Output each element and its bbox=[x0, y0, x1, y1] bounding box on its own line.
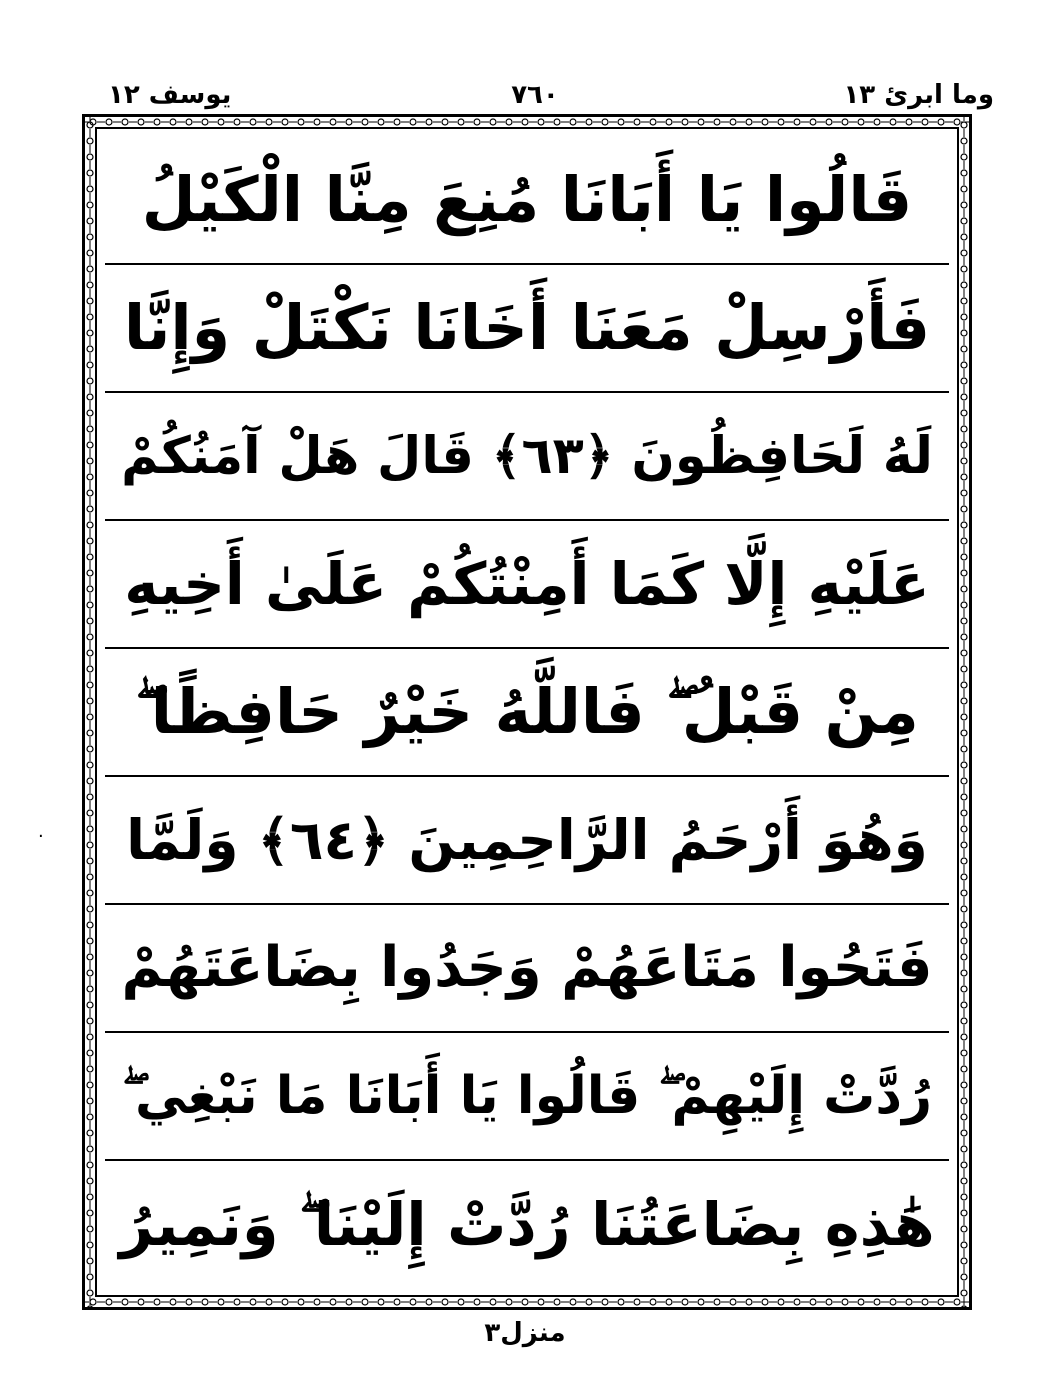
verse-line bbox=[105, 265, 949, 393]
verse-text: فَأَرْسِلْ مَعَنَا أَخَانَا نَكْتَلْ وَإِنَّا bbox=[123, 291, 931, 364]
verse-text: هَٰذِهِ بِضَاعَتُنَا رُدَّتْ إِلَيْنَا ۖ وَنَمِيرُ bbox=[119, 1189, 935, 1259]
border-ornament-top bbox=[85, 117, 969, 127]
verse-line bbox=[105, 1161, 949, 1287]
manzil-label: منزل٣ bbox=[484, 1318, 566, 1348]
verse-text: عَلَيْهِ إِلَّا كَمَا أَمِنْتُكُمْ عَلَىٰ أَخِيهِ bbox=[124, 550, 930, 618]
verse-text: لَهُ لَحَافِظُونَ ﴿٦٣﴾ قَالَ هَلْ آمَنُكُمْ bbox=[121, 426, 933, 486]
verse-line bbox=[105, 521, 949, 649]
verse-text: وَهُوَ أَرْحَمُ الرَّاحِمِينَ ﴿٦٤﴾ وَلَمَّا bbox=[126, 807, 928, 872]
juz-title: وما ابرئ ١٣ bbox=[843, 80, 994, 110]
surah-title: يوسف ١٢ bbox=[108, 80, 232, 110]
border-ornament-right bbox=[959, 117, 969, 1307]
verse-text: مِنْ قَبْلُ ۖ فَاللَّهُ خَيْرٌ حَافِظًا ۖ bbox=[135, 675, 919, 748]
border-ornament-bottom bbox=[85, 1297, 969, 1307]
verse-text: فَتَحُوا مَتَاعَهُمْ وَجَدُوا بِضَاعَتَهُمْ bbox=[121, 935, 933, 1000]
verse-text: رُدَّتْ إِلَيْهِمْ ۖ قَالُوا يَا أَبَانَا مَا نَبْغِي ۖ bbox=[121, 1066, 933, 1126]
verse-lines bbox=[105, 137, 949, 1287]
verse-line bbox=[105, 777, 949, 905]
verse-line bbox=[105, 393, 949, 521]
verse-line bbox=[105, 1033, 949, 1161]
verse-line bbox=[105, 137, 949, 265]
page-speck: · bbox=[38, 826, 44, 847]
ornamental-border bbox=[82, 114, 972, 1310]
page-number: ٧٦٠ bbox=[511, 80, 559, 110]
border-ornament-left bbox=[85, 117, 95, 1307]
verse-text: قَالُوا يَا أَبَانَا مُنِعَ مِنَّا الْكَيْلُ bbox=[141, 163, 913, 236]
verse-line bbox=[105, 649, 949, 777]
verse-line bbox=[105, 905, 949, 1033]
